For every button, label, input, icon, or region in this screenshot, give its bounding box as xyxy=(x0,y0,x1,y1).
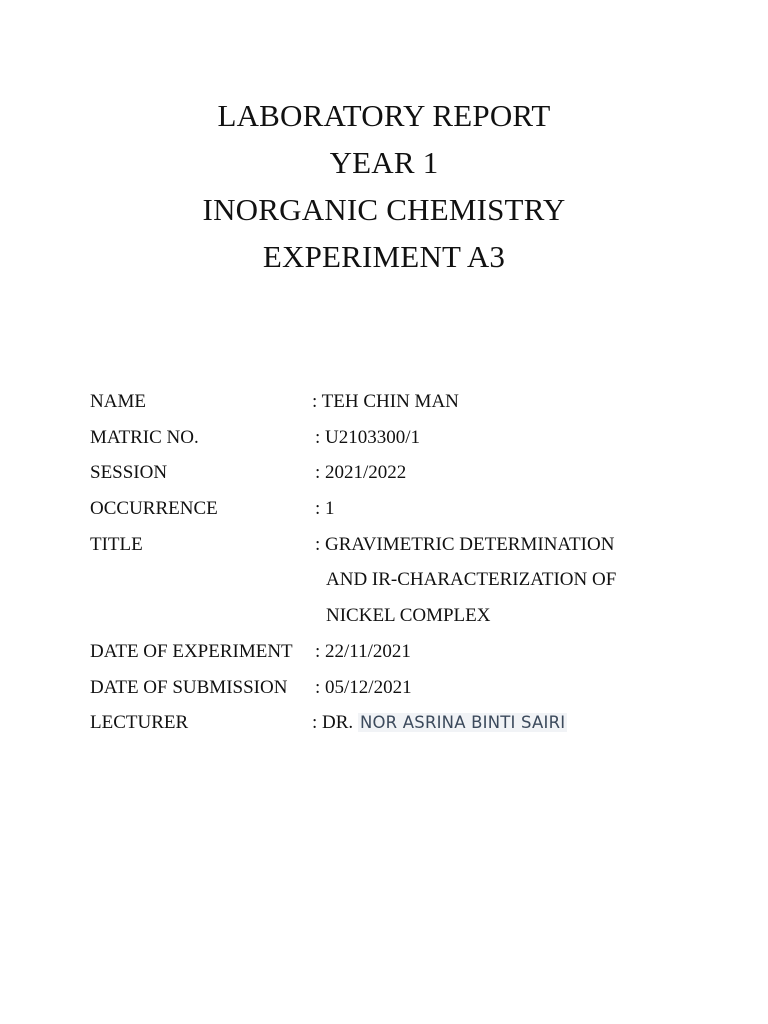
date-submission-row xyxy=(90,670,710,706)
title-row xyxy=(90,527,710,563)
session-label: SESSION xyxy=(90,462,168,484)
date-submission-value: : 05/12/2021 xyxy=(315,676,412,698)
session-row xyxy=(90,455,710,491)
occurrence-label: OCCURRENCE xyxy=(90,498,218,520)
name-value: : TEH CHIN MAN xyxy=(312,391,459,412)
lecturer-name-highlight: NOR ASRINA BINTI SAIRI xyxy=(359,713,566,733)
lecturer-row xyxy=(90,705,710,741)
report-title-line-4: EXPERIMENT A3 xyxy=(262,239,506,274)
title-value-line-3: NICKEL COMPLEX xyxy=(326,605,491,627)
name-label: NAME xyxy=(90,391,146,412)
report-title-block xyxy=(0,92,768,280)
title-value-line-2: AND IR-CHARACTERIZATION OF xyxy=(326,569,617,591)
report-title-line-3: INORGANIC CHEMISTRY xyxy=(202,192,566,227)
lecturer-value xyxy=(312,705,567,741)
report-title-line-2: YEAR 1 xyxy=(329,145,439,180)
report-title-line-1: LABORATORY REPORT xyxy=(217,98,551,133)
matric-value: : U2103300/1 xyxy=(315,426,421,448)
name-row xyxy=(90,384,710,420)
date-experiment-label: DATE OF EXPERIMENT xyxy=(90,640,293,662)
date-experiment-value: : 22/11/2021 xyxy=(315,640,411,662)
title-label: TITLE xyxy=(90,533,143,555)
date-submission-label: DATE OF SUBMISSION xyxy=(90,676,288,698)
title-row-continued-2 xyxy=(90,598,710,634)
occurrence-row xyxy=(90,491,710,527)
occurrence-value: : 1 xyxy=(315,498,335,520)
matric-row xyxy=(90,420,710,456)
lecturer-label: LECTURER xyxy=(90,712,189,734)
lecturer-prefix: : DR. xyxy=(312,712,354,734)
report-details xyxy=(90,384,710,741)
title-value-line-1: : GRAVIMETRIC DETERMINATION xyxy=(315,533,615,555)
title-row-continued-1 xyxy=(90,562,710,598)
matric-label: MATRIC NO. xyxy=(90,426,199,448)
session-value: : 2021/2022 xyxy=(315,462,407,484)
date-experiment-row xyxy=(90,634,710,670)
